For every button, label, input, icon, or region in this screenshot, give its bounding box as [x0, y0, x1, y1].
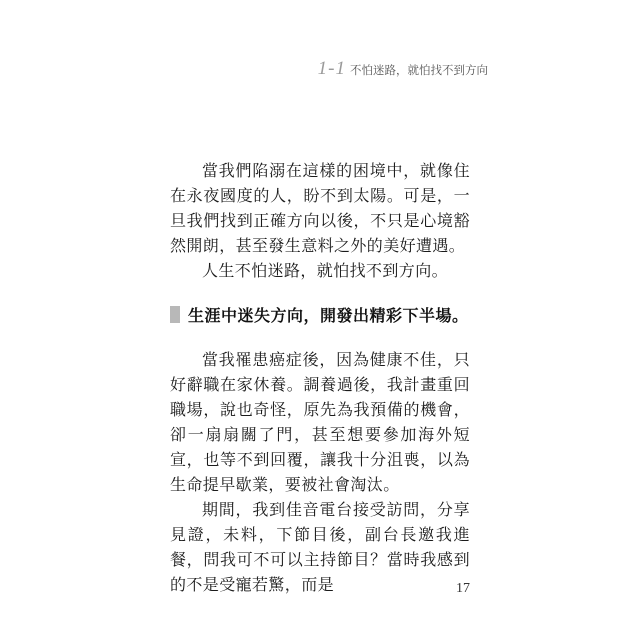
body-text-block-2 — [170, 347, 470, 597]
running-head — [318, 58, 488, 80]
body-text-block-1 — [170, 158, 470, 283]
chapter-number: 1-1 — [317, 58, 346, 79]
page-number: 17 — [456, 581, 470, 596]
section-heading-text: 生涯中迷失方向，開發出精彩下半場。 — [188, 306, 469, 325]
paragraph: 人生不怕迷路，就怕找不到方向。 — [202, 261, 449, 280]
paragraph: 期間，我到佳音電台接受訪問，分享見證，未料，下節目後，副台長邀我進餐，問我可不可以主持節目？當時我感到的不是受寵若驚，而是 — [170, 500, 470, 594]
chapter-title: 不怕迷路，就怕找不到方向 — [350, 63, 488, 77]
heading-marker-bar — [170, 306, 180, 323]
paragraph: 當我罹患癌症後，因為健康不佳，只好辭職在家休養。調養過後，我計畫重回職場，說也奇怪，原先為我預備的機會，卻一扇扇關了門，甚至想要參加海外短宣，也等不到回覆，讓我十分沮喪，以為生命提早歇業，要被社會淘汰。 — [170, 350, 470, 494]
section-heading — [170, 303, 469, 326]
paragraph: 當我們陷溺在這樣的困境中，就像住在永夜國度的人，盼不到太陽。可是，一旦我們找到正確方向以後，不只是心境豁然開朗，甚至發生意料之外的美好遭遇。 — [170, 161, 470, 255]
